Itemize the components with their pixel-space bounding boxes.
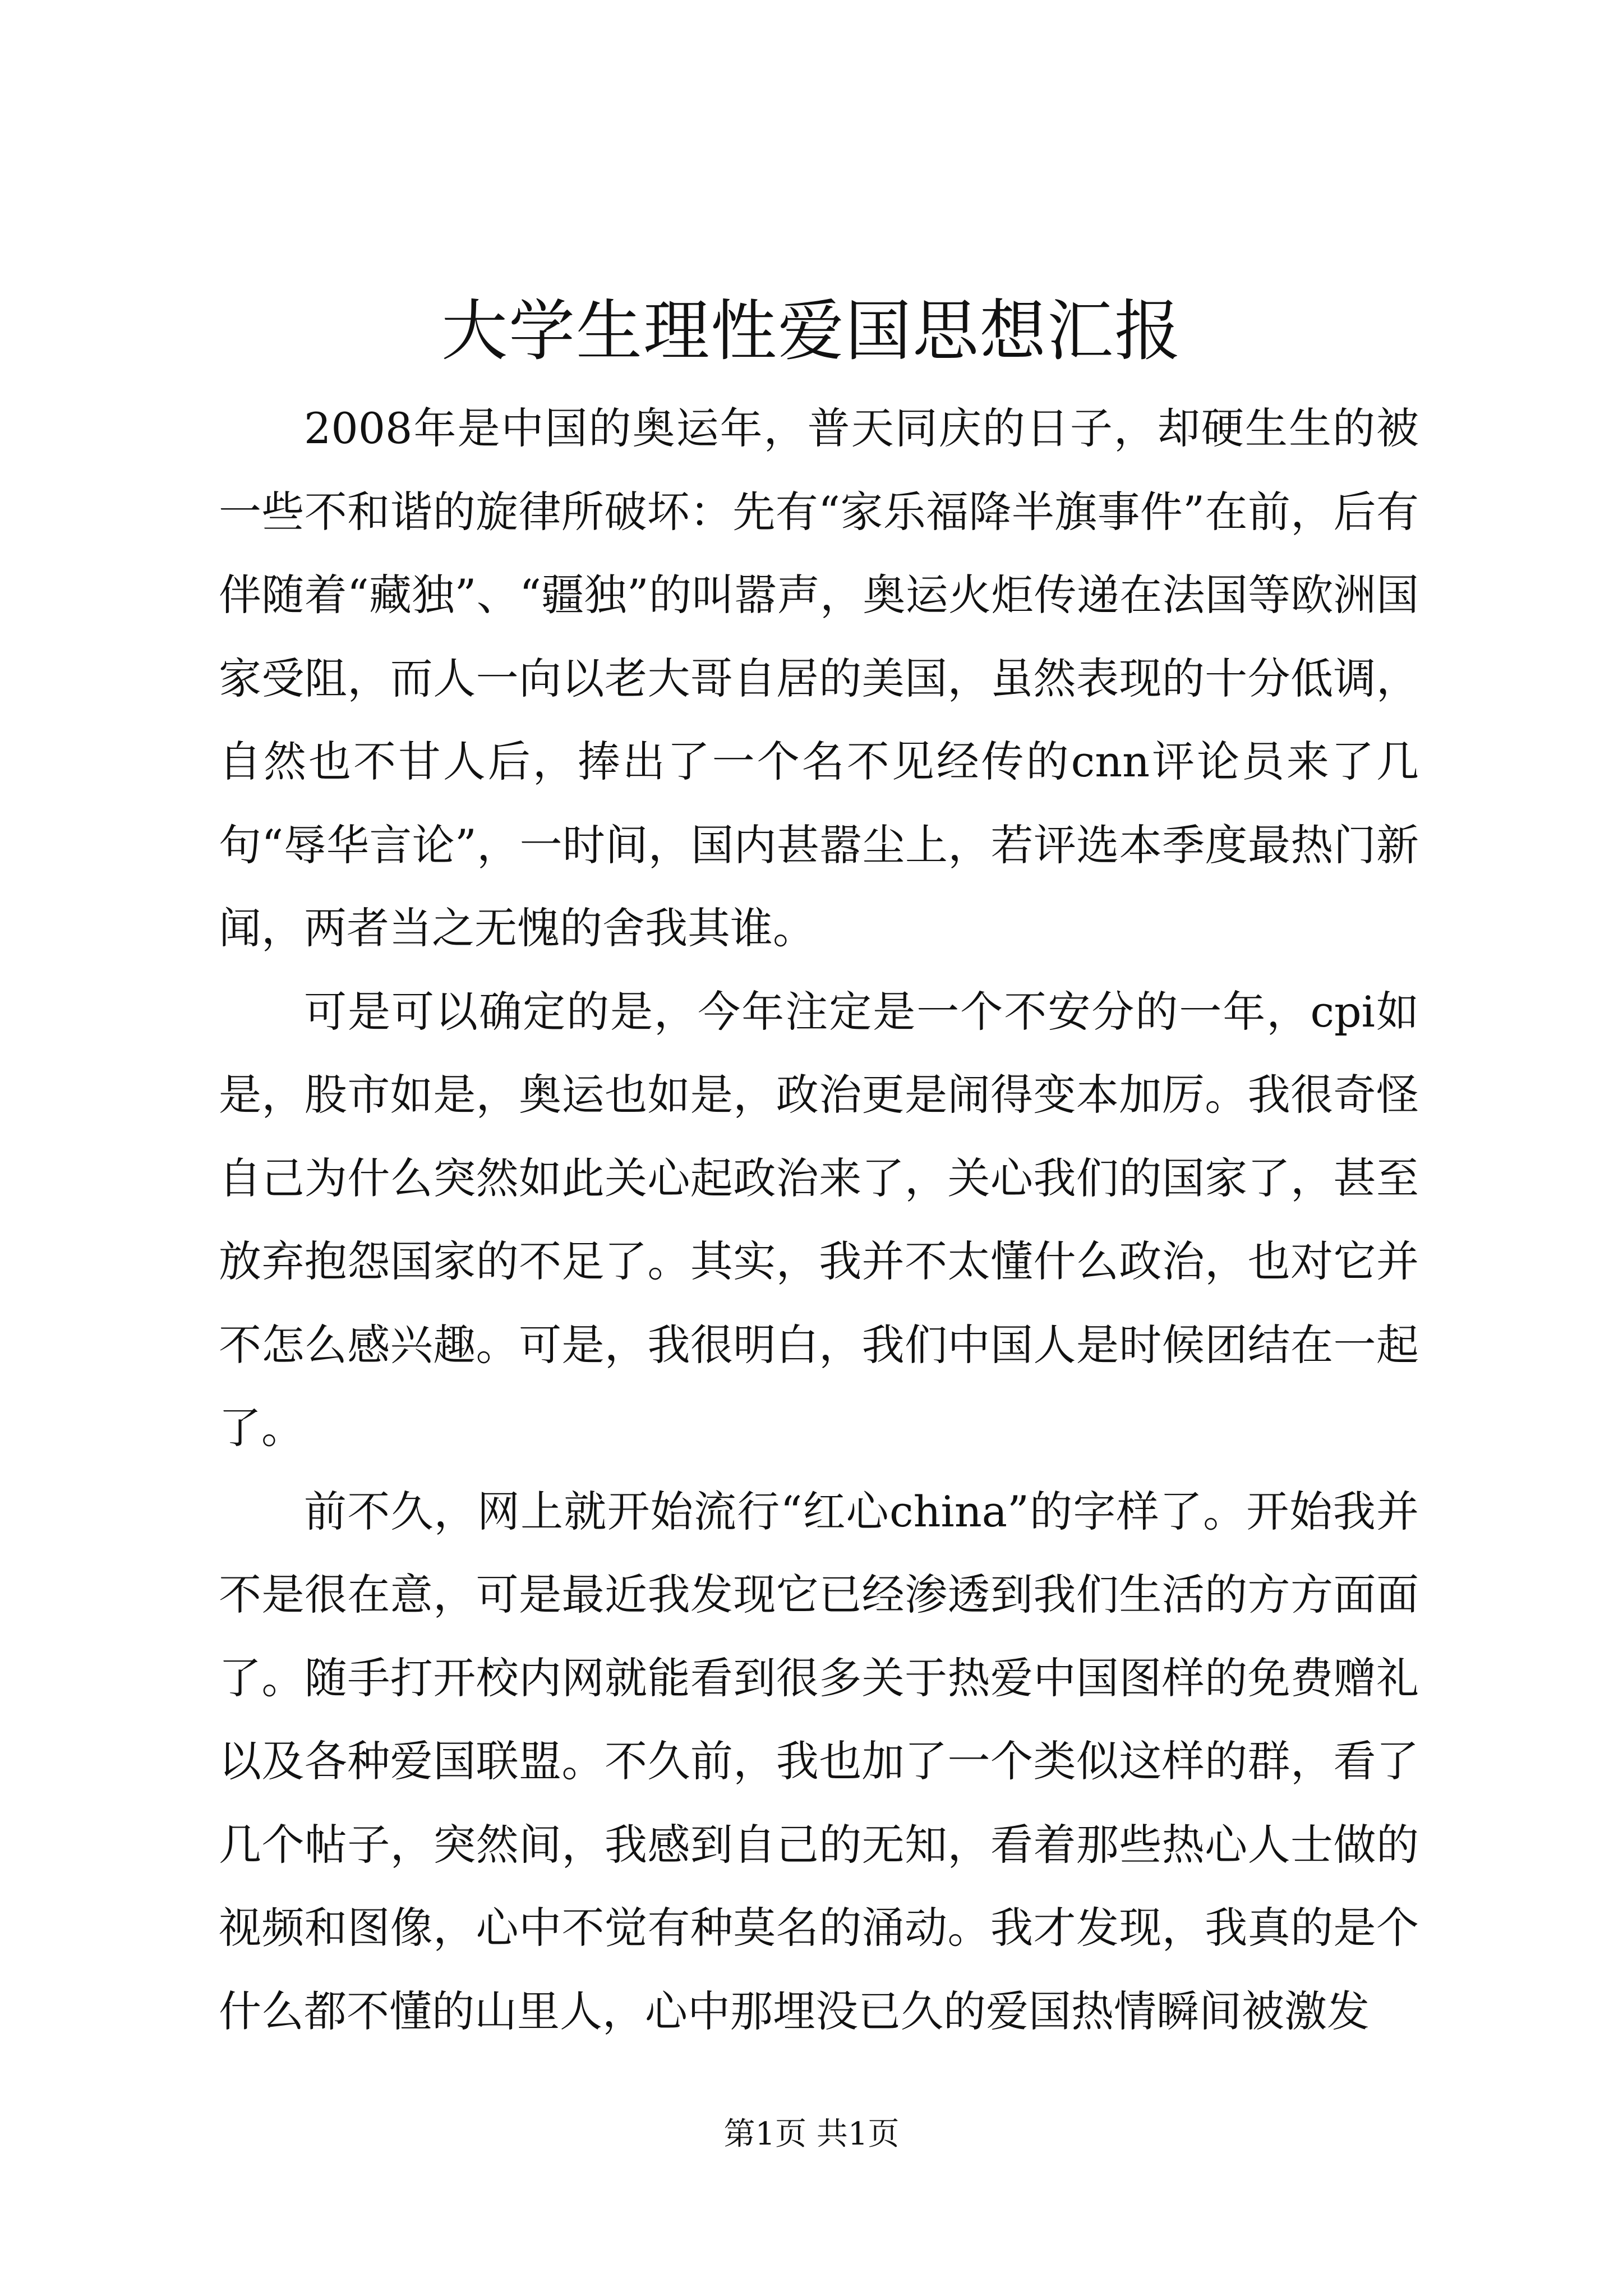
paragraph-1: 2008年是中国的奥运年，普天同庆的日子，却硬生生的被一些不和谐的旋律所破坏：先有“家乐福降半旗事件”在前，后有伴随着“藏独”、“疆独”的叫嚣声，奥运火炬传递在法国等欧洲国家受阻，而人一向以老大哥自居的美国，虽然表现的十分低调，自然也不甘人后，捧出了一个名不见经传的cnn评论员来了几句“辱华言论”，一时间，国内甚嚣尘上，若评选本季度最热门新闻，两者当之无愧的舍我其谁。 (219, 403, 1419, 953)
page-footer: 第1页 共1页 (723, 2116, 900, 2152)
paragraph-2: 可是可以确定的是，今年注定是一个不安分的一年，cpi如是，股市如是，奥运也如是，政治更是闹得变本加厉。我很奇怪自己为什么突然如此关心起政治来了，关心我们的国家了，甚至放弃抱怨国家的不足了。其实，我并不太懂什么政治，也对它并不怎么感兴趣。可是，我很明白，我们中国人是时候团结在一起了。 (219, 986, 1419, 1453)
paragraph-3: 前不久，网上就开始流行“红心china”的字样了。开始我并不是很在意，可是最近我发现它已经渗透到我们生活的方方面面了。随手打开校内网就能看到很多关于热爱中国图样的免费赠礼以及各种爱国联盟。不久前，我也加了一个类似这样的群，看了几个帖子，突然间，我感到自己的无知，看着那些热心人士做的视频和图像，心中不觉有种莫名的涌动。我才发现，我真的是个什么都不懂的山里人，心中那埋没已久的爱国热情瞬间被激发 (219, 1486, 1419, 2036)
document-title: 大学生理性爱国思想汇报 (441, 292, 1182, 370)
document-body (219, 387, 1419, 2053)
